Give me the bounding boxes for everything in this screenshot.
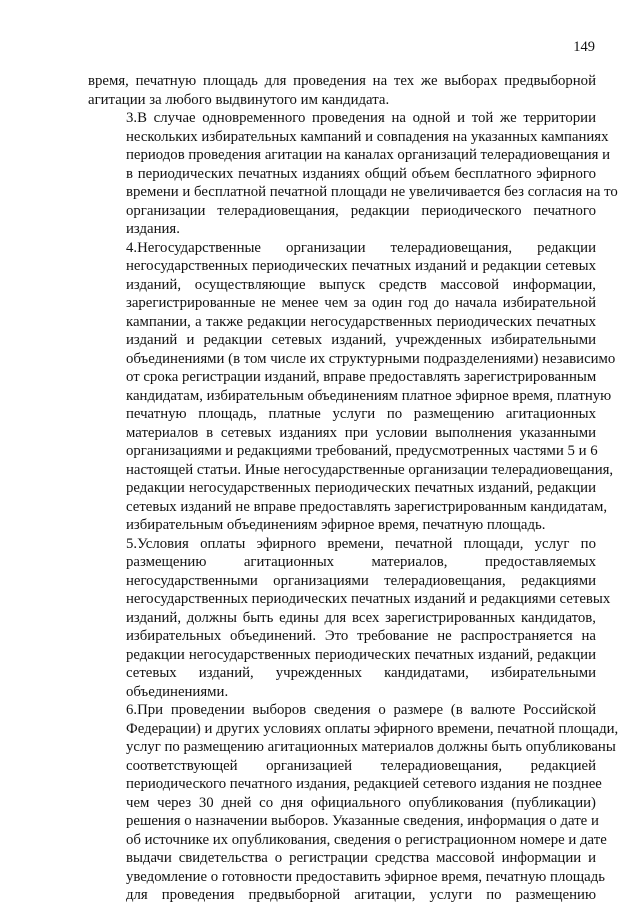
text-line: избирательным объединениям эфирное время, печатную площадь. [126,517,546,533]
text-line: времени и бесплатной печатной площади не увеличивается без согласия на то [126,184,618,200]
text-line: об источнике их опубликования, сведения о регистрационном номере и дате [126,831,607,848]
text-line: 4.Негосударственные организации телерадиовещания, редакции [126,239,596,256]
text-line: периодического печатного издания, редакцией сетевого издания не позднее [126,776,602,792]
text-line: чем через 30 дней со дня официального опубликования (публикации) [126,794,596,811]
text-line: 3.В случае одновременного проведения на одной и той же территории [126,110,596,126]
text-line: уведомление о готовности предоставить эфирное время, печатную площадь [126,868,605,885]
text-line: нескольких избирательных кампаний и совпадения на указанных кампаниях [126,128,609,145]
text-line: изданий и редакции сетевых изданий, учрежденных избирательными [126,332,596,348]
text-line: агитации за любого выдвинутого им кандидата. [88,91,390,108]
text-line: 5.Условия оплаты эфирного времени, печатной площади, услуг по [126,535,596,552]
paragraph [88,109,618,239]
text-line: негосударственными организациями телерадиовещания, редакциями [126,572,596,589]
text-line: редакции негосударственных периодических печатных изданий, редакции [126,646,596,663]
paragraph [88,701,619,905]
text-line: Федерации) и других условиях оплаты эфирного времени, печатной площади, [126,720,619,737]
text-line: кампании, а также редакции негосударственных периодических печатных [126,313,596,330]
text-line: сетевых изданий не вправе предоставлять зарегистрированным кандидатам, [126,498,608,515]
text-line: периодов проведения агитации на каналах организаций телерадиовещания и [126,147,611,163]
text-line: от срока регистрации изданий, вправе предоставлять зарегистрированным [126,369,597,385]
text-line: организации телерадиовещания, редакции периодического печатного [126,202,596,219]
text-line: выдачи свидетельства о регистрации средства массовой информации и [126,850,596,866]
paragraph [88,239,616,535]
text-line: в периодических печатных изданиях общий объем бесплатного эфирного [126,165,596,182]
text-line: соответствующей организацией телерадиовещания, редакцией [126,757,596,774]
text-line: издания. [126,221,180,237]
page-number: 149 [573,39,595,55]
text-line: зарегистрированные не менее чем за один год до начала избирательной [126,295,596,311]
text-line: размещению агитационных материалов, предоставляемых [126,554,596,570]
text-line: время, печатную площадь для проведения на тех же выборах предвыборной [88,73,596,89]
text-line: решения о назначении выборов. Указанные сведения, информация о дате и [126,813,599,829]
text-line: настоящей статьи. Иные негосударственные организации телерадиовещания, [126,461,614,478]
text-line: кандидатам, избирательным объединениям платное эфирное время, платную [126,387,612,404]
text-line: объединениями. [126,683,229,700]
text-line: сетевых изданий, учрежденных кандидатами, избирательными [126,665,596,681]
text-line: организациями и редакциями требований, предусмотренных частями 5 и 6 [126,443,598,459]
text-line: негосударственных периодических печатных изданий и редакции сетевых [126,258,596,274]
text-line: изданий, осуществляющие выпуск средств массовой информации, [126,276,596,293]
text-line: объединениями (в том числе их структурными подразделениями) независимо [126,350,616,367]
text-line: услуг по размещению агитационных материалов должны быть опубликованы [126,739,616,755]
text-line: для проведения предвыборной агитации, услуги по размещению [126,887,596,903]
text-line: 6.При проведении выборов сведения о размере (в валюте Российской [126,702,596,718]
paragraph [88,72,596,109]
text-line: печатную площадь, платные услуги по размещению агитационных [126,406,596,422]
document-body [88,72,619,905]
text-line: избирательных объединений. Это требование не распространяется на [126,628,596,644]
text-line: редакции негосударственных периодических печатных изданий, редакции [126,480,596,496]
text-line: негосударственных периодических печатных изданий и редакциями сетевых [126,591,611,607]
text-line: изданий, должны быть едины для всех зарегистрированных кандидатов, [126,609,596,626]
text-line: материалов в сетевых изданиях при условии выполнения указанными [126,424,596,441]
paragraph [88,535,611,702]
